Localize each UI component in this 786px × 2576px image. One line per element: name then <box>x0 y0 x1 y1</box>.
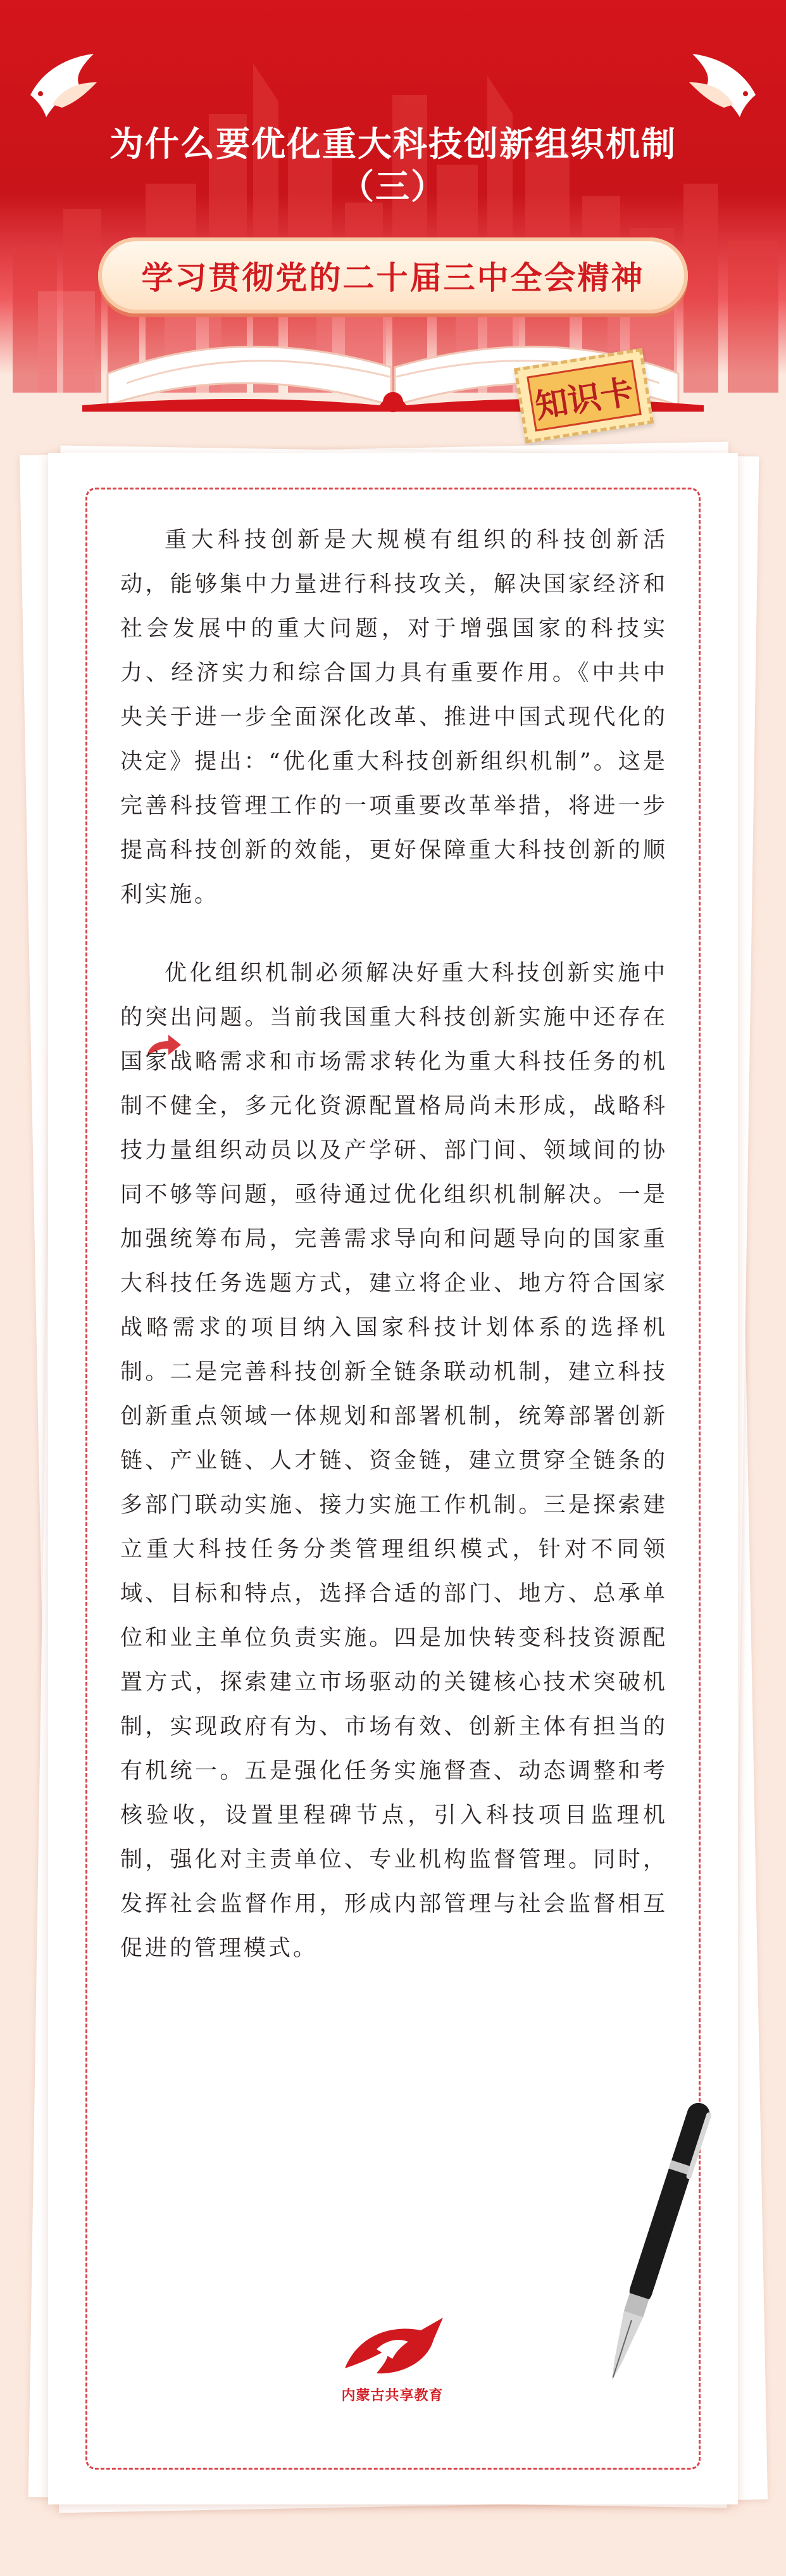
paragraph: 优化组织机制必须解决好重大科技创新实施中的突出问题。当前我国重大科技创新实施中还存在国家战略需求和市场需求转化为重大科技任务的机制不健全，多元化资源配置格局尚未形成，战略科技力量组织动员以及产学研、部门间、领域间的协同不够等问题，亟待通过优化组织机制解决。一是加强统筹布局，完善需求导向和问题导向的国家重大科技任务选题方式，建立将企业、地方符合国家战略需求的项目纳入国家科技计划体系的选择机制。二是完善科技创新全链条联动机制，建立科技创新重点领域一体规划和部署机制，统筹部署创新链、产业链、人才链、资金链，建立贯穿全链条的多部门联动实施、接力实施工作机制。三是探索建立重大科技任务分类管理组织模式，针对不同领域、目标和特点，选择合适的部门、地方、总承单位和业主单位负责实施。四是加快转变科技资源配置方式，探索建立市场驱动的关键核心技术突破机制，实现政府有为、市场有效、创新主体有担当的有机统一。五是强化任务实施督查、动态调整和考核验收，设置里程碑节点，引入科技项目监理机制，强化对主责单位、专业机构监督管理。同时，发挥社会监督作用，形成内部管理与社会监督相互促进的管理模式。 <box>120 961 668 1961</box>
page-title: 为什么要优化重大科技创新组织机制 <box>109 124 677 164</box>
paragraph: 重大科技创新是大规模有组织的科技创新活动，能够集中力量进行科技攻关，解决国家经济和社会发展中的重大问题，对于增强国家的科技实力、经济实力和综合国力具有重要作用。《中共中央关于进一步全面深化改革、推进中国式现代化的决定》提出：“优化重大科技创新组织机制”。这是完善科技管理工作的一项重要改革举措，将进一步提高科技创新的效能，更好保障重大科技创新的顺利实施。 <box>120 527 668 907</box>
dove-icon <box>680 44 768 133</box>
topic-banner-text: 学习贯彻党的二十届三中全会精神 <box>141 260 645 296</box>
logo-text: 内蒙古共享教育 <box>341 2388 444 2404</box>
stamp-inner <box>527 360 642 432</box>
dove-icon <box>18 44 106 133</box>
stamp-text: 知识卡 <box>532 372 637 426</box>
header-banner <box>0 0 786 481</box>
fountain-pen-icon <box>598 2090 712 2406</box>
horse-logo-icon <box>339 2311 449 2381</box>
article-body <box>120 518 668 1971</box>
page-title-sub: （三） <box>340 167 446 206</box>
